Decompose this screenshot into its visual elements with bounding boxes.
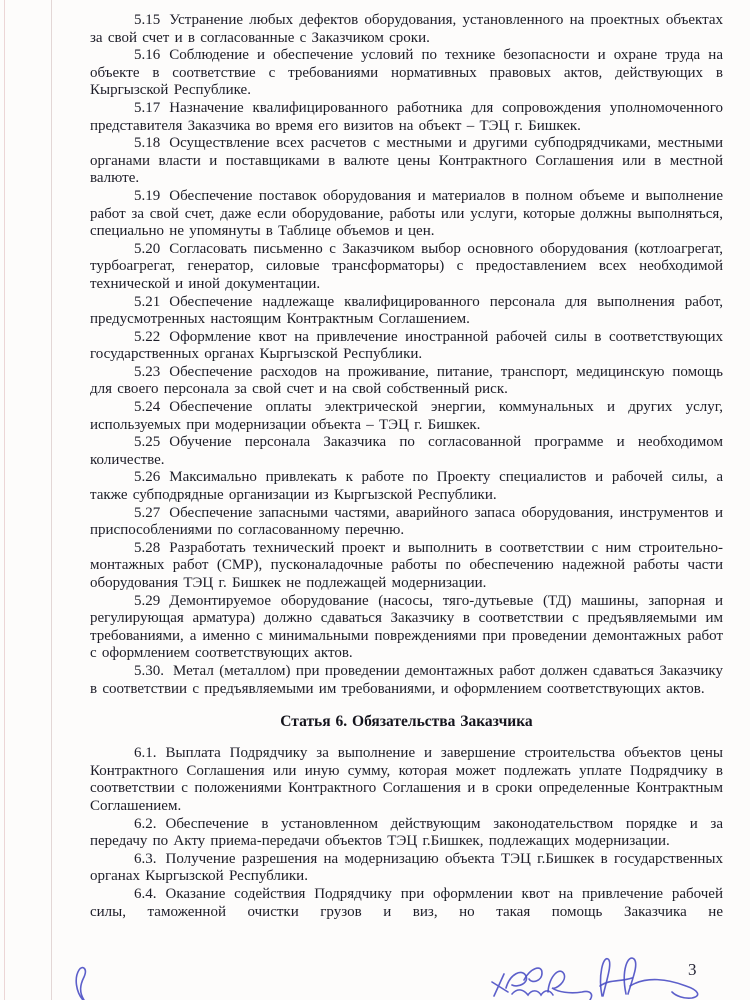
clause-5-29 bbox=[90, 593, 723, 663]
clause-5-25 bbox=[90, 434, 723, 469]
signature-ink-1 bbox=[486, 962, 598, 1000]
clause-6-2 bbox=[90, 816, 723, 851]
clause-text: Обеспечение надлежаще квалифицированного персонала для выполнения работ, предусмотренных настоящим Контрактным Соглашением. bbox=[90, 293, 723, 328]
clause-number: 5.18 bbox=[134, 135, 161, 152]
clause-text: Обучение персонала Заказчика по согласованной программе и необходимом количестве. bbox=[90, 434, 723, 468]
clause-number: 5.20 bbox=[134, 240, 161, 257]
clause-text: Обеспечение в установленном действующим законодательством порядке и за передачу по Акту приема-передачи объектов ТЭЦ г.Бишкек, подлежащих модернизации. bbox=[90, 815, 723, 850]
clause-number: 5.24 bbox=[134, 399, 161, 416]
clause-5-16 bbox=[90, 47, 723, 100]
clause-number: 5.16 bbox=[134, 47, 161, 64]
clause-5-24 bbox=[90, 399, 723, 434]
clause-number: 5.30. bbox=[134, 662, 164, 679]
scan-artifact-line bbox=[4, 0, 5, 1000]
clause-text: Обеспечение поставок оборудования и материалов в полном объеме и выполнение работ за свой счет, даже если оборудование, работы или услуги, которые должны выполняться, специально не упомянуты в Таблице объемов и цен. bbox=[90, 187, 723, 240]
clause-number: 5.15 bbox=[134, 12, 161, 28]
clause-number: 5.19 bbox=[134, 187, 161, 204]
clause-text: Получение разрешения на модернизацию объекта ТЭЦ г.Бишкек в государственных органах Кыргызской Республики. bbox=[90, 850, 723, 885]
clause-text: Максимально привлекать к работе по Проекту специалистов и рабочей силы, а также субподрядные организации из Кыргызской Республики. bbox=[90, 469, 723, 504]
clause-5-23 bbox=[90, 364, 723, 399]
clause-5-15 bbox=[90, 12, 723, 47]
clause-number: 5.27 bbox=[134, 504, 161, 521]
clause-6-3 bbox=[90, 851, 723, 886]
clause-6-4 bbox=[90, 886, 723, 921]
page-number: 3 bbox=[688, 960, 697, 979]
clause-5-22 bbox=[90, 329, 723, 364]
clause-number: 5.21 bbox=[134, 293, 161, 310]
clause-number: 5.23 bbox=[134, 363, 161, 380]
clause-text: Устранение любых дефектов оборудования, установленного на проектных объектах за свой счет и в согласованные с Заказчиком сроки. bbox=[90, 12, 723, 46]
clause-text: Выплата Подрядчику за выполнение и завершение строительства объектов цены Контрактного Соглашения или иную сумму, которая может подлежать уплате Подрядчику в соответствии с положениями Контрактного Соглашения и в сроки определенные Контрактным Соглашением. bbox=[90, 745, 723, 814]
clause-5-17 bbox=[90, 100, 723, 135]
clause-number: 6.4. bbox=[134, 885, 157, 902]
clause-5-27 bbox=[90, 505, 723, 540]
clause-number: 6.1. bbox=[134, 745, 157, 762]
scan-artifact-line bbox=[51, 0, 52, 1000]
clause-number: 5.17 bbox=[134, 99, 161, 116]
clause-number: 5.22 bbox=[134, 328, 161, 345]
clause-text: Назначение квалифицированного работника для сопровождения уполномоченного представителя Заказчика во время его визитов на объект – ТЭЦ г. Бишкек. bbox=[90, 99, 723, 134]
clause-number: 5.25 bbox=[134, 434, 161, 451]
clause-5-19 bbox=[90, 188, 723, 241]
clause-5-30 bbox=[90, 663, 723, 698]
clause-5-18 bbox=[90, 135, 723, 188]
clause-text: Оказание содействия Подрядчику при оформлении квот на привлечение рабочей силы, таможенной очистки грузов и виз, но такая помощь Заказчика не bbox=[90, 885, 723, 920]
clause-text: Обеспечение оплаты электрической энергии, коммунальных и других услуг, используемых при модернизации объекта – ТЭЦ г. Бишкек. bbox=[90, 399, 723, 433]
clause-text: Осуществление всех расчетов с местными и другими субподрядчиками, местными органами власти и поставщиками в валюте цены Контрактного Соглашения или в местной валюте. bbox=[90, 135, 723, 187]
clause-number: 5.29 bbox=[134, 592, 161, 609]
clause-text: Обеспечение расходов на проживание, питание, транспорт, медицинскую помощь для своего персонала за свой счет и на свой собственный риск. bbox=[90, 363, 723, 398]
signature-ink-left bbox=[62, 966, 102, 1000]
clause-text: Обеспечение запасными частями, аварийного запаса оборудования, инструментов и приспособлениями по согласованному перечню. bbox=[90, 504, 723, 539]
clause-number: 5.26 bbox=[134, 469, 161, 486]
clause-text: Метал (металлом) при проведении демонтажных работ должен сдаваться Заказчику в соответствии с предъявляемыми им требованиями, и оформлением соответствующих актов. bbox=[90, 662, 723, 697]
clause-text: Соблюдение и обеспечение условий по технике безопасности и охране труда на объекте в соответствие с требованиями нормативных правовых актов, действующих в Кыргызской Республике. bbox=[90, 47, 723, 99]
clause-5-26 bbox=[90, 469, 723, 504]
clause-5-28 bbox=[90, 540, 723, 593]
article-6-heading: Статья 6. Обязательства Заказчика bbox=[280, 713, 533, 731]
clause-number: 6.3. bbox=[134, 850, 157, 867]
clause-text: Оформление квот на привлечение иностранной рабочей силы в соответствующих государственных органах Кыргызской Республики. bbox=[90, 328, 723, 363]
clause-5-21 bbox=[90, 294, 723, 329]
clause-5-20 bbox=[90, 241, 723, 294]
clause-number: 5.28 bbox=[134, 539, 161, 556]
clause-number: 6.2. bbox=[134, 815, 157, 832]
clause-text: Разработать технический проект и выполнить в соответствии с ним строительно-монтажных работ (СМР), пусконаладочные работы по обеспечению надежной работы части оборудования ТЭЦ г. Бишкек не подлежащей модернизации. bbox=[90, 539, 723, 591]
document-body bbox=[90, 12, 723, 921]
clause-text: Согласовать письменно с Заказчиком выбор основного оборудования (котлоагрегат, турбоагрегат, генератор, силовые трансформаторы) с предоставлением всех необходимой технической и иной документации. bbox=[90, 240, 723, 292]
clause-text: Демонтируемое оборудование (насосы, тяго-дутьевые (ТД) машины, запорная и регулирующая арматура) должно сдаваться Заказчику в соответствии с предъявляемыми им требованиями, а именно с минимальными повреждениями при проведении демонтажных работ с оформлением соответствующих актов. bbox=[90, 592, 723, 662]
clause-6-1 bbox=[90, 745, 723, 815]
